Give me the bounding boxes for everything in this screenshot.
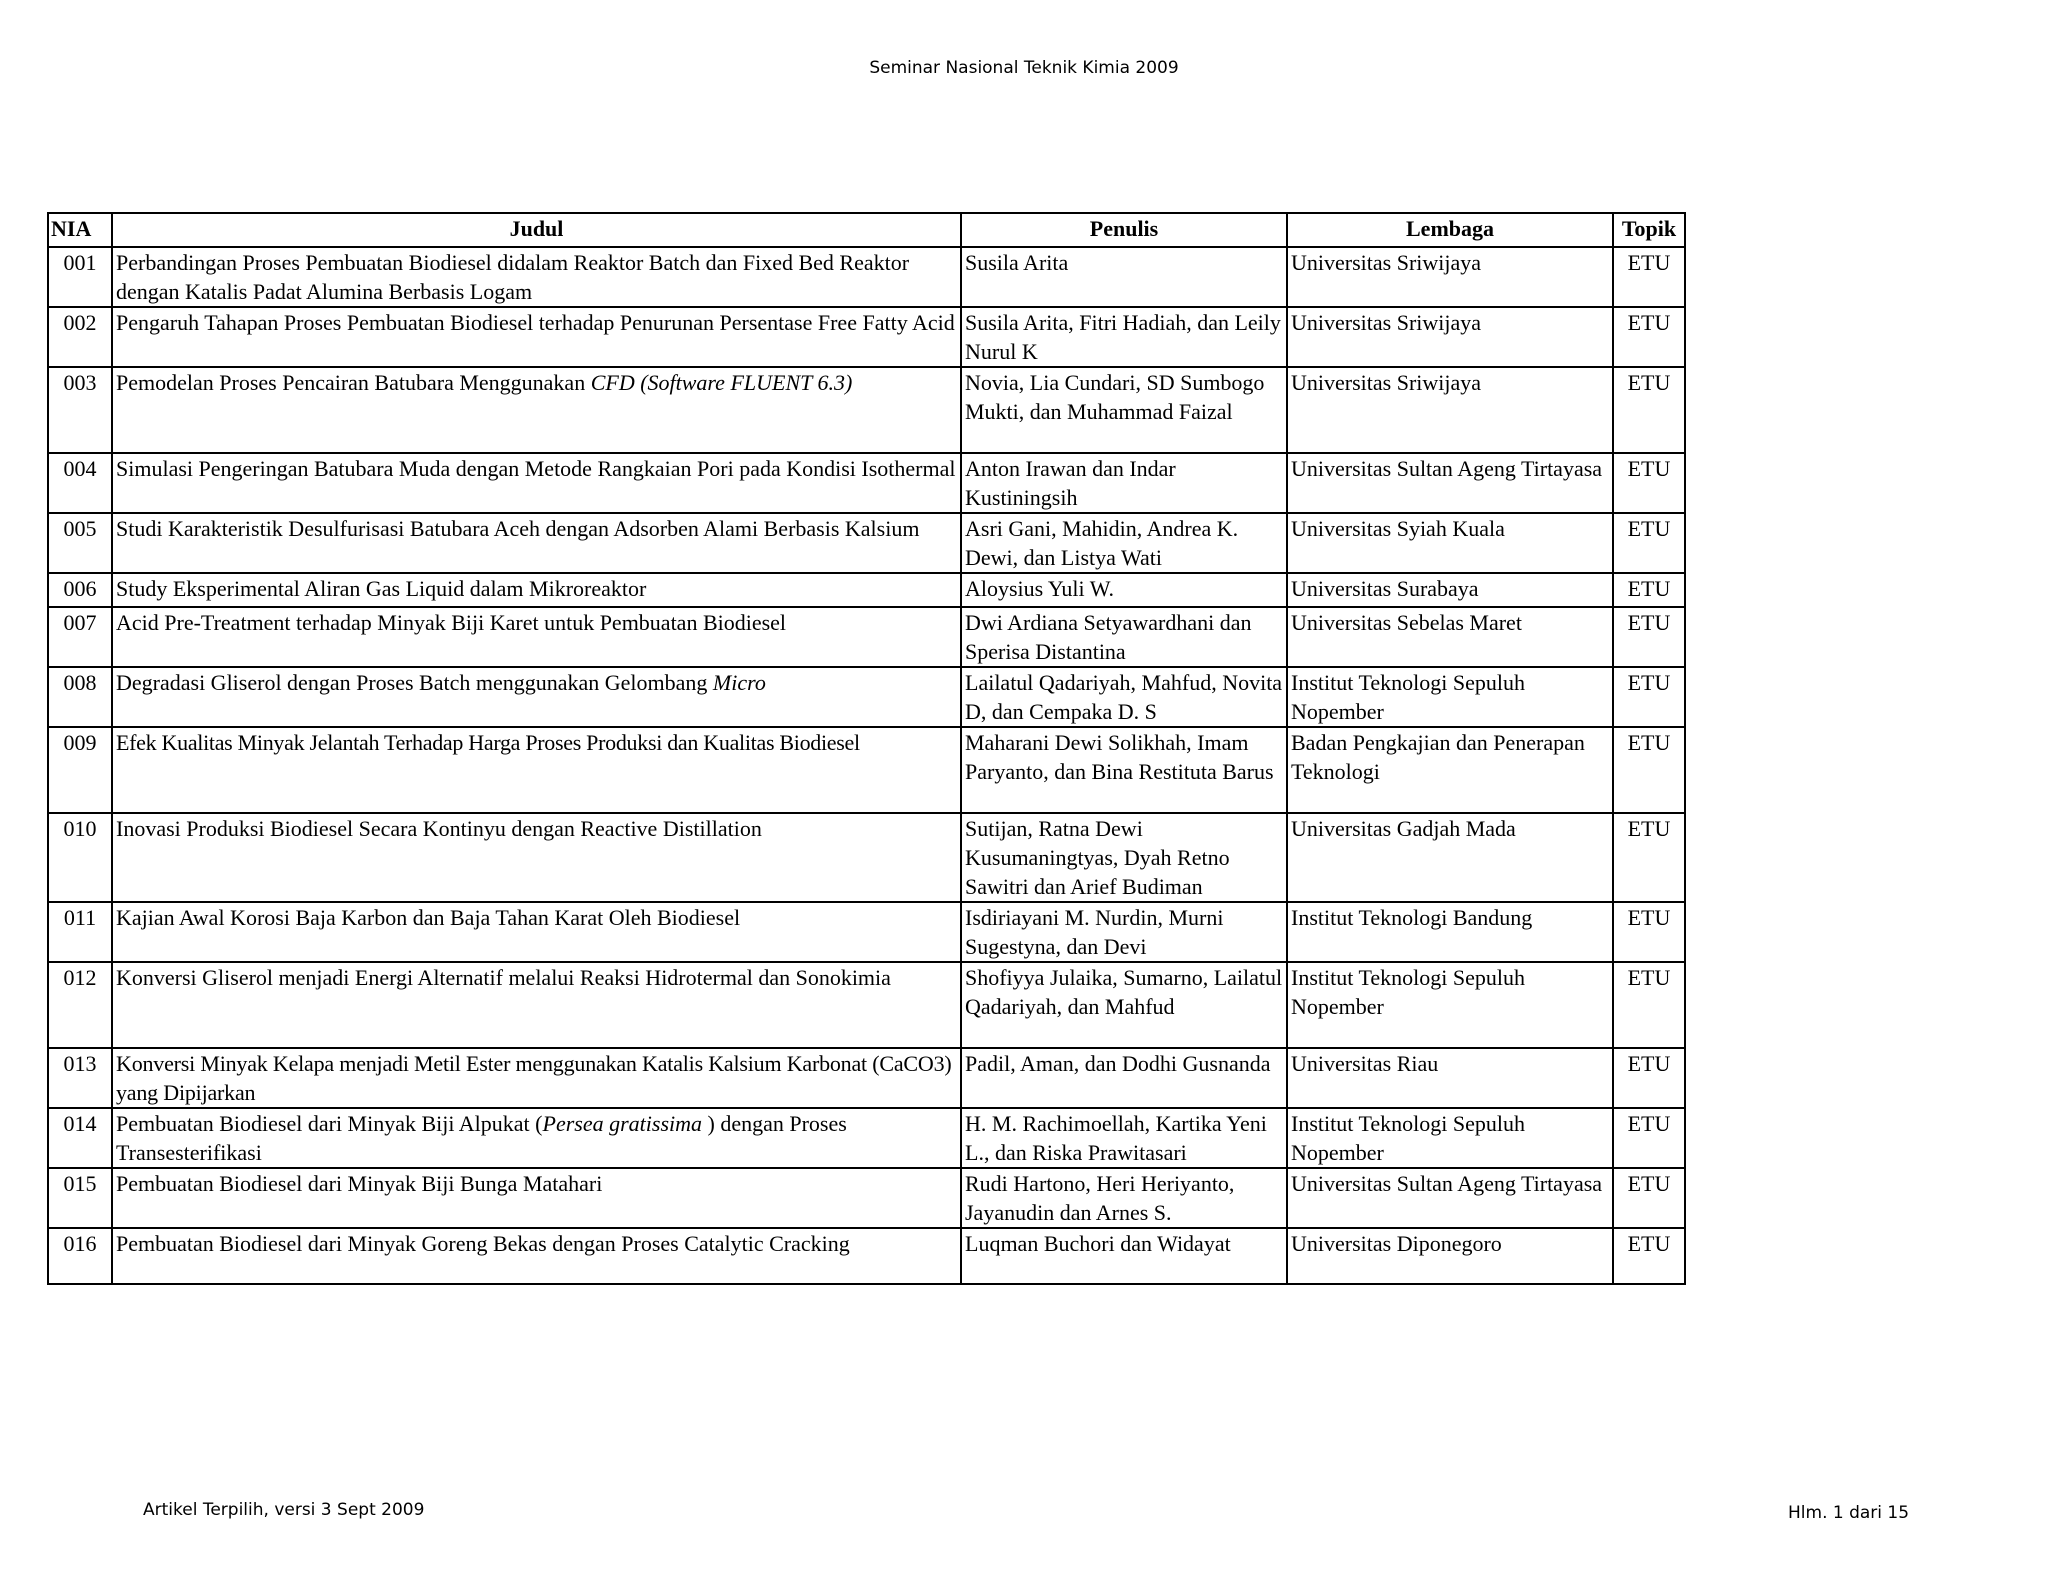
cell-topik: ETU: [1613, 513, 1685, 573]
cell-nia: 010: [48, 813, 112, 902]
cell-nia: 006: [48, 573, 112, 607]
cell-nia: 016: [48, 1228, 112, 1284]
table-row: [48, 367, 1685, 453]
cell-topik: ETU: [1613, 247, 1685, 307]
table-row: [48, 902, 1685, 962]
cell-lembaga: Badan Pengkajian dan Penerapan Teknologi: [1287, 727, 1613, 813]
table-row: [48, 1048, 1685, 1108]
cell-topik: ETU: [1613, 1228, 1685, 1284]
cell-nia: 003: [48, 367, 112, 453]
cell-judul: [112, 367, 961, 453]
cell-penulis: Susila Arita: [961, 247, 1287, 307]
cell-nia: 007: [48, 607, 112, 667]
cell-lembaga: Universitas Sriwijaya: [1287, 367, 1613, 453]
cell-penulis: Novia, Lia Cundari, SD Sumbogo Mukti, dan Muhammad Faizal: [961, 367, 1287, 453]
cell-topik: ETU: [1613, 667, 1685, 727]
cell-penulis: Maharani Dewi Solikhah, Imam Paryanto, dan Bina Restituta Barus: [961, 727, 1287, 813]
cell-penulis: Rudi Hartono, Heri Heriyanto, Jayanudin dan Arnes S.: [961, 1168, 1287, 1228]
column-header-nia: NIA: [48, 213, 112, 247]
cell-judul-text: Pemodelan Proses Pencairan Batubara Menggunakan: [116, 370, 586, 395]
cell-lembaga: Institut Teknologi Bandung: [1287, 902, 1613, 962]
cell-nia: 001: [48, 247, 112, 307]
cell-penulis: Lailatul Qadariyah, Mahfud, Novita D, dan Cempaka D. S: [961, 667, 1287, 727]
table-row: [48, 962, 1685, 1048]
cell-judul: Study Eksperimental Aliran Gas Liquid dalam Mikroreaktor: [112, 573, 961, 607]
table-row: [48, 1108, 1685, 1168]
cell-penulis: H. M. Rachimoellah, Kartika Yeni L., dan Riska Prawitasari: [961, 1108, 1287, 1168]
cell-lembaga: Universitas Syiah Kuala: [1287, 513, 1613, 573]
table-row: [48, 1168, 1685, 1228]
cell-lembaga: Universitas Sebelas Maret: [1287, 607, 1613, 667]
column-header-penulis: Penulis: [961, 213, 1287, 247]
table-row: [48, 573, 1685, 607]
footer-version-text: Artikel Terpilih, versi 3 Sept 2009: [143, 1500, 425, 1520]
cell-topik: ETU: [1613, 453, 1685, 513]
table-body: [48, 247, 1685, 1284]
cell-penulis: Isdiriayani M. Nurdin, Murni Sugestyna, dan Devi: [961, 902, 1287, 962]
cell-nia: 002: [48, 307, 112, 367]
cell-topik: ETU: [1613, 367, 1685, 453]
cell-lembaga: Universitas Sriwijaya: [1287, 307, 1613, 367]
table-row: [48, 307, 1685, 367]
cell-nia: 005: [48, 513, 112, 573]
cell-lembaga: Universitas Riau: [1287, 1048, 1613, 1108]
cell-judul-italic: CFD (Software FLUENT 6.3): [590, 370, 853, 395]
cell-nia: 012: [48, 962, 112, 1048]
page-header-title: Seminar Nasional Teknik Kimia 2009: [869, 58, 1179, 78]
cell-judul: [112, 667, 961, 727]
cell-judul: Studi Karakteristik Desulfurisasi Batubara Aceh dengan Adsorben Alami Berbasis Kalsium: [112, 513, 961, 573]
cell-nia: 013: [48, 1048, 112, 1108]
cell-judul-italic: Micro: [712, 670, 766, 695]
cell-penulis: Anton Irawan dan Indar Kustiningsih: [961, 453, 1287, 513]
cell-penulis: Padil, Aman, dan Dodhi Gusnanda: [961, 1048, 1287, 1108]
cell-nia: 014: [48, 1108, 112, 1168]
cell-lembaga: Universitas Gadjah Mada: [1287, 813, 1613, 902]
table-row: [48, 453, 1685, 513]
table-row: [48, 1228, 1685, 1284]
cell-judul: Konversi Gliserol menjadi Energi Alternatif melalui Reaksi Hidrotermal dan Sonokimia: [112, 962, 961, 1048]
cell-judul: Acid Pre-Treatment terhadap Minyak Biji Karet untuk Pembuatan Biodiesel: [112, 607, 961, 667]
cell-penulis: Sutijan, Ratna Dewi Kusumaningtyas, Dyah Retno Sawitri dan Arief Budiman: [961, 813, 1287, 902]
cell-judul: Inovasi Produksi Biodiesel Secara Kontinyu dengan Reactive Distillation: [112, 813, 961, 902]
cell-penulis: Shofiyya Julaika, Sumarno, Lailatul Qadariyah, dan Mahfud: [961, 962, 1287, 1048]
cell-penulis: Luqman Buchori dan Widayat: [961, 1228, 1287, 1284]
cell-penulis: Susila Arita, Fitri Hadiah, dan Leily Nurul K: [961, 307, 1287, 367]
table-row: [48, 813, 1685, 902]
cell-judul-text: Degradasi Gliserol dengan Proses Batch menggunakan Gelombang: [116, 670, 708, 695]
cell-judul: Pembuatan Biodiesel dari Minyak Biji Bunga Matahari: [112, 1168, 961, 1228]
table-row: [48, 247, 1685, 307]
cell-topik: ETU: [1613, 813, 1685, 902]
cell-lembaga: Institut Teknologi Sepuluh Nopember: [1287, 962, 1613, 1048]
table-row: [48, 667, 1685, 727]
cell-judul: Pembuatan Biodiesel dari Minyak Goreng Bekas dengan Proses Catalytic Cracking: [112, 1228, 961, 1284]
cell-judul: [112, 1108, 961, 1168]
cell-judul: Efek Kualitas Minyak Jelantah Terhadap Harga Proses Produksi dan Kualitas Biodiesel: [112, 727, 961, 813]
cell-topik: ETU: [1613, 902, 1685, 962]
table-row: [48, 727, 1685, 813]
cell-topik: ETU: [1613, 307, 1685, 367]
cell-judul: Simulasi Pengeringan Batubara Muda dengan Metode Rangkaian Pori pada Kondisi Isothermal: [112, 453, 961, 513]
cell-nia: 015: [48, 1168, 112, 1228]
footer-page-number: Hlm. 1 dari 15: [1788, 1503, 1910, 1523]
cell-judul: Konversi Minyak Kelapa menjadi Metil Ester menggunakan Katalis Kalsium Karbonat (CaCO3) yang Dipijarkan: [112, 1048, 961, 1108]
cell-lembaga: Universitas Diponegoro: [1287, 1228, 1613, 1284]
cell-penulis: Dwi Ardiana Setyawardhani dan Sperisa Distantina: [961, 607, 1287, 667]
cell-topik: ETU: [1613, 607, 1685, 667]
cell-judul: Perbandingan Proses Pembuatan Biodiesel didalam Reaktor Batch dan Fixed Bed Reaktor dengan Katalis Padat Alumina Berbasis Logam: [112, 247, 961, 307]
column-header-judul: Judul: [112, 213, 961, 247]
cell-topik: ETU: [1613, 1108, 1685, 1168]
column-header-lembaga: Lembaga: [1287, 213, 1613, 247]
cell-topik: ETU: [1613, 1048, 1685, 1108]
cell-nia: 011: [48, 902, 112, 962]
table-row: [48, 513, 1685, 573]
cell-lembaga: Universitas Sultan Ageng Tirtayasa: [1287, 453, 1613, 513]
cell-nia: 008: [48, 667, 112, 727]
column-header-topik: Topik: [1613, 213, 1685, 247]
cell-lembaga: Universitas Sriwijaya: [1287, 247, 1613, 307]
cell-lembaga: Institut Teknologi Sepuluh Nopember: [1287, 667, 1613, 727]
cell-judul: Pengaruh Tahapan Proses Pembuatan Biodiesel terhadap Penurunan Persentase Free Fatty Acid: [112, 307, 961, 367]
articles-table: [47, 212, 1686, 1285]
cell-lembaga: Institut Teknologi Sepuluh Nopember: [1287, 1108, 1613, 1168]
cell-topik: ETU: [1613, 962, 1685, 1048]
table-header-row: [48, 213, 1685, 247]
cell-penulis: Aloysius Yuli W.: [961, 573, 1287, 607]
cell-lembaga: Universitas Sultan Ageng Tirtayasa: [1287, 1168, 1613, 1228]
cell-topik: ETU: [1613, 573, 1685, 607]
cell-judul-text: Pembuatan Biodiesel dari Minyak Biji Alpukat (: [116, 1111, 543, 1136]
cell-judul: Kajian Awal Korosi Baja Karbon dan Baja Tahan Karat Oleh Biodiesel: [112, 902, 961, 962]
cell-nia: 009: [48, 727, 112, 813]
cell-penulis: Asri Gani, Mahidin, Andrea K. Dewi, dan Listya Wati: [961, 513, 1287, 573]
cell-topik: ETU: [1613, 1168, 1685, 1228]
cell-topik: ETU: [1613, 727, 1685, 813]
cell-judul-text-after: ) dengan Proses Transesterifikasi: [116, 1111, 847, 1165]
cell-nia: 004: [48, 453, 112, 513]
cell-judul-italic: Persea gratissima: [542, 1111, 702, 1136]
table-row: [48, 607, 1685, 667]
cell-lembaga: Universitas Surabaya: [1287, 573, 1613, 607]
